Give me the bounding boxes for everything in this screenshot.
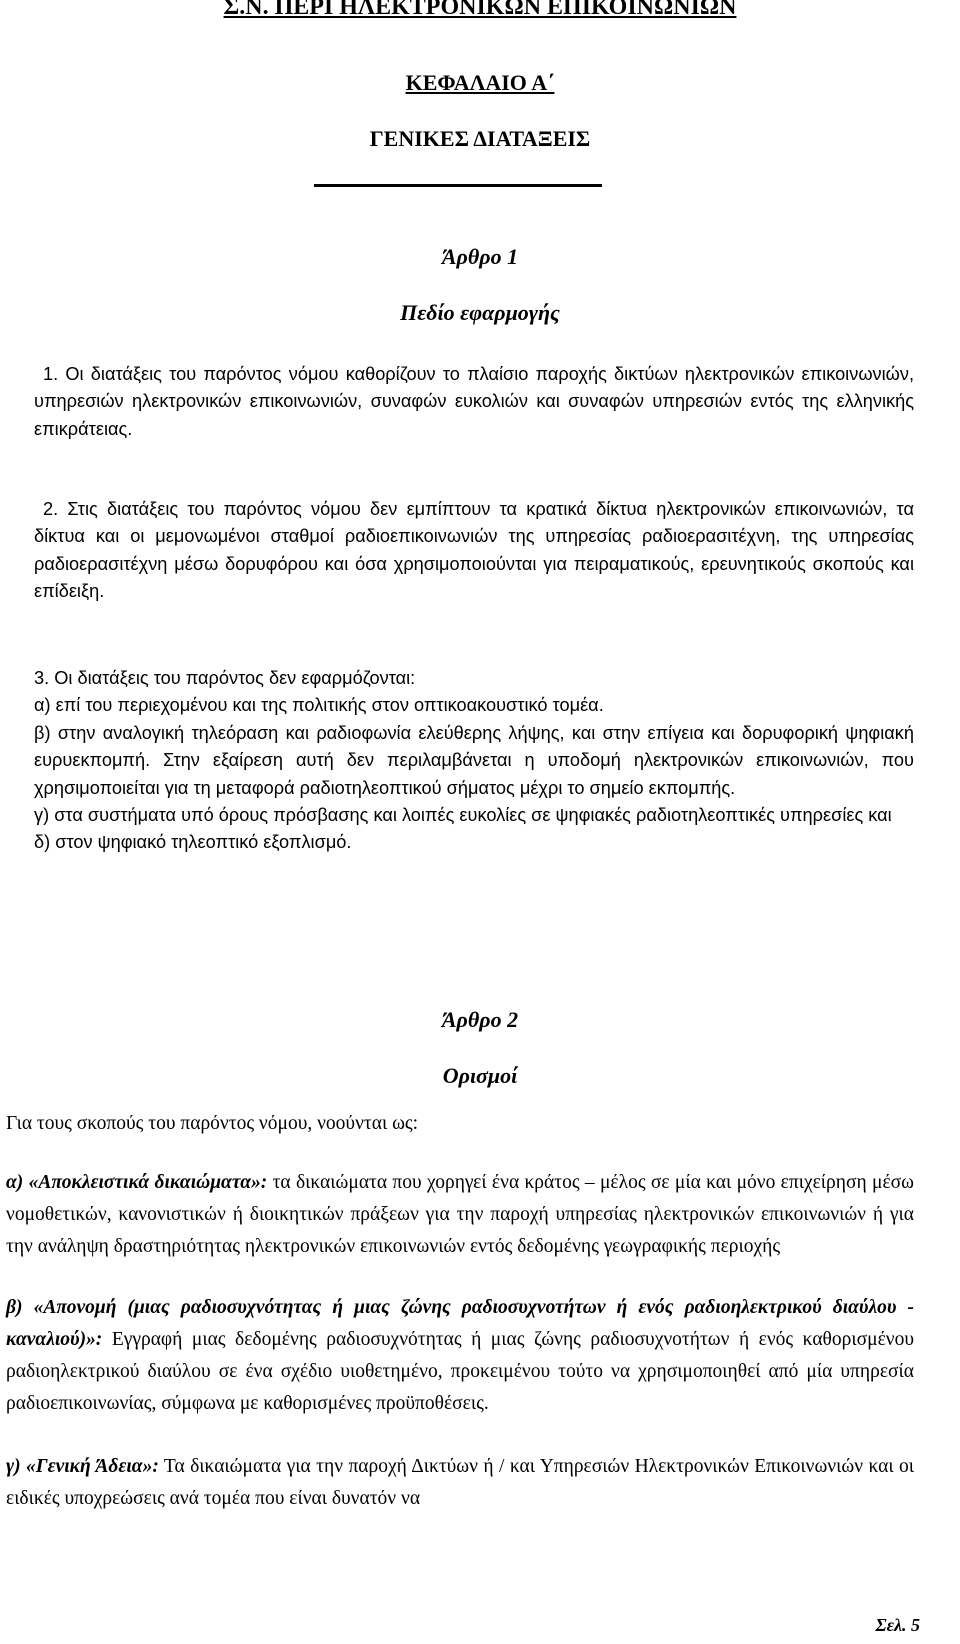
definition-g — [6, 1451, 914, 1515]
chapter-heading: ΚΕΦΑΛΑΙΟ Α΄ — [405, 70, 555, 95]
paragraph-3-item-d: δ) στον ψηφιακό τηλεοπτικό εξοπλισμό. — [34, 832, 352, 853]
definition-b-text: Εγγραφή μιας δεδομένης ραδιοσυχνότητας ή μιας ζώνης ραδιοσυχνοτήτων ή ενός καθορισμένου ραδιοηλεκτρικού διαύλου σε ένα σχέδιο υιοθετημένο, προκειμένου τούτο να χρησιμοποιηθεί από μία υπηρεσία ραδιοεπικοινωνίας, σύμφωνα με καθορισμένες προϋποθέσεις. — [6, 1329, 914, 1414]
article-1-heading: Άρθρο 1 — [441, 244, 519, 269]
paragraph-3-item-a: α) επί του περιεχομένου και της πολιτικής στον οπτικοακουστικό τομέα. — [34, 695, 604, 716]
article-1-paragraph-1: 1. Οι διατάξεις του παρόντος νόμου καθορίζουν το πλαίσιο παροχής δικτύων ηλεκτρονικών επικοινωνιών, υπηρεσιών ηλεκτρονικών επικοινωνιών, συναφών ευκολιών και συναφών υπηρεσιών εντός της ελληνικής επικράτειας. — [34, 364, 914, 439]
definition-b-term: β) «Απονομή (μιας ραδιοσυχνότητας ή μιας ζώνης ραδιοσυχνοτήτων ή ενός ραδιοηλεκτρικού διαύλου - καναλιού)»: — [6, 1297, 914, 1350]
article-2-heading: Άρθρο 2 — [441, 1007, 519, 1032]
article-1-paragraph-2: 2. Στις διατάξεις του παρόντος νόμου δεν εμπίπτουν τα κρατικά δίκτυα ηλεκτρονικών επικοινωνιών, τα δίκτυα και οι μεμονωμένοι σταθμοί ραδιοεπικοινωνιών της υπηρεσίας ραδιοερασιτέχνη, της υπηρεσίας ραδιοερασιτέχνη μέσω δορυφόρου και όσα χρησιμοποιούνται για πειραματικούς, ερευνητικούς σκοπούς και επίδειξη. — [34, 499, 914, 602]
chapter-title: ΓΕΝΙΚΕΣ ΔΙΑΤΑΞΕΙΣ — [369, 126, 591, 151]
divider-line — [314, 184, 602, 187]
page-number: Σελ. 5 — [875, 1615, 920, 1635]
definition-b — [6, 1292, 914, 1420]
definition-a-text: τα δικαιώματα που χορηγεί ένα κράτος – μέλος σε μία και μόνο επιχείρηση μέσω νομοθετικών, κανονιστικών ή διοικητικών πράξεων για την παροχή υπηρεσίας ηλεκτρονικών επικοινωνιών ή για την ανάληψη δραστηριότητας ηλεκτρονικών επικοινωνιών εντός δεδομένης γεωγραφικής περιοχής — [6, 1172, 914, 1257]
paragraph-3-item-c: γ) στα συστήματα υπό όρους πρόσβασης και λοιπές ευκολίες σε ψηφιακές ραδιοτηλεοπτικές υπηρεσίες και — [34, 805, 892, 826]
article-1-paragraph-3 — [34, 665, 914, 857]
law-title: Σ.Ν. ΠΕΡΙ ΗΛΕΚΤΡΟΝΙΚΩΝ ΕΠΙΚΟΙΝΩΝΙΩΝ — [223, 0, 737, 20]
definition-g-term: γ) «Γενική Άδεια»: — [6, 1456, 159, 1477]
definition-a — [6, 1167, 914, 1263]
article-2-intro: Για τους σκοπούς του παρόντος νόμου, νοούνται ως: — [6, 1113, 419, 1134]
paragraph-3-intro: 3. Οι διατάξεις του παρόντος δεν εφαρμόζονται: — [34, 668, 416, 688]
definition-g-text: Τα δικαιώματα για την παροχή Δικτύων ή / και Υπηρεσιών Ηλεκτρονικών Επικοινωνιών και οι ειδικές υποχρεώσεις ανά τομέα που είναι δυνατόν να — [6, 1456, 914, 1509]
paragraph-3-item-b: β) στην αναλογική τηλεόραση και ραδιοφωνία ελεύθερης λήψης, και στην επίγεια και δορυφορική ψηφιακή ευρυεκπομπή. Στην εξαίρεση αυτή δεν περιλαμβάνεται η υποδομή ηλεκτρονικών επικοινωνιών, που χρησιμοποιείται για τη μεταφορά ραδιοτηλεοπτικού σήματος μέχρι το σημείο εκπομπής. — [34, 722, 914, 798]
article-1-subheading: Πεδίο εφαρμογής — [400, 300, 560, 325]
article-2-subheading: Ορισμοί — [442, 1063, 518, 1088]
definition-a-term: α) «Αποκλειστικά δικαιώματα»: — [6, 1172, 268, 1193]
